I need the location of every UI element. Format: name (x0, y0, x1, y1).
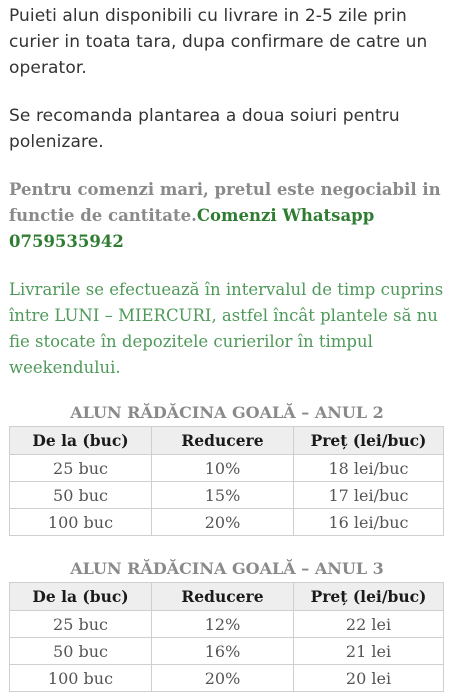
cell-discount: 20% (152, 665, 294, 692)
bulk-order-paragraph (9, 177, 446, 255)
cell-quantity: 50 buc (10, 638, 152, 665)
cell-quantity: 25 buc (10, 611, 152, 638)
cell-price: 18 lei/buc (294, 455, 444, 482)
cell-quantity: 100 buc (10, 509, 152, 536)
cell-quantity: 25 buc (10, 455, 152, 482)
table-title: ALUN RĂDĂCINA GOALĂ – ANUL 2 (70, 403, 384, 422)
cell-price: 22 lei (294, 611, 444, 638)
cell-price: 20 lei (294, 665, 444, 692)
cell-discount: 16% (152, 638, 294, 665)
cell-discount: 10% (152, 455, 294, 482)
header-price: Preț (lei/buc) (294, 583, 444, 611)
cell-quantity: 50 buc (10, 482, 152, 509)
header-quantity: De la (buc) (10, 427, 152, 455)
availability-paragraph: Puieti alun disponibili cu livrare in 2-5 zile prin curier in toata tara, dupa confirmare de catre un operator. (9, 6, 428, 78)
table-row (10, 455, 444, 482)
table-row (10, 611, 444, 638)
cell-price: 21 lei (294, 638, 444, 665)
delivery-paragraph: Livrarile se efectuează în intervalul de timp cuprins între LUNI – MIERCURI, astfel încât plantele să nu fie stocate în depozitele curierilor în timpul weekendului. (9, 280, 444, 377)
cell-discount: 20% (152, 509, 294, 536)
table-header-row (10, 583, 444, 611)
header-price: Preț (lei/buc) (294, 427, 444, 455)
cell-quantity: 100 buc (10, 665, 152, 692)
table-row (10, 665, 444, 692)
table-row (10, 509, 444, 536)
cell-price: 17 lei/buc (294, 482, 444, 509)
cell-price: 16 lei/buc (294, 509, 444, 536)
header-discount: Reducere (152, 427, 294, 455)
whatsapp-label: Comenzi Whatsapp (196, 206, 375, 225)
table-header-row (10, 427, 444, 455)
cell-discount: 15% (152, 482, 294, 509)
cell-discount: 12% (152, 611, 294, 638)
price-table (9, 426, 444, 536)
header-discount: Reducere (152, 583, 294, 611)
pollination-paragraph: Se recomanda plantarea a doua soiuri pentru polenizare. (9, 106, 400, 152)
table-title: ALUN RĂDĂCINA GOALĂ – ANUL 3 (70, 559, 384, 578)
table-row (10, 482, 444, 509)
header-quantity: De la (buc) (10, 583, 152, 611)
price-table-year-3 (9, 556, 445, 692)
price-table-year-2 (9, 400, 445, 536)
price-table (9, 582, 444, 692)
bulk-order-text: Pentru comenzi mari, pretul este negociabil in functie de cantitate. (9, 180, 441, 225)
table-row (10, 638, 444, 665)
whatsapp-phone-link[interactable]: 0759535942 (9, 232, 124, 251)
